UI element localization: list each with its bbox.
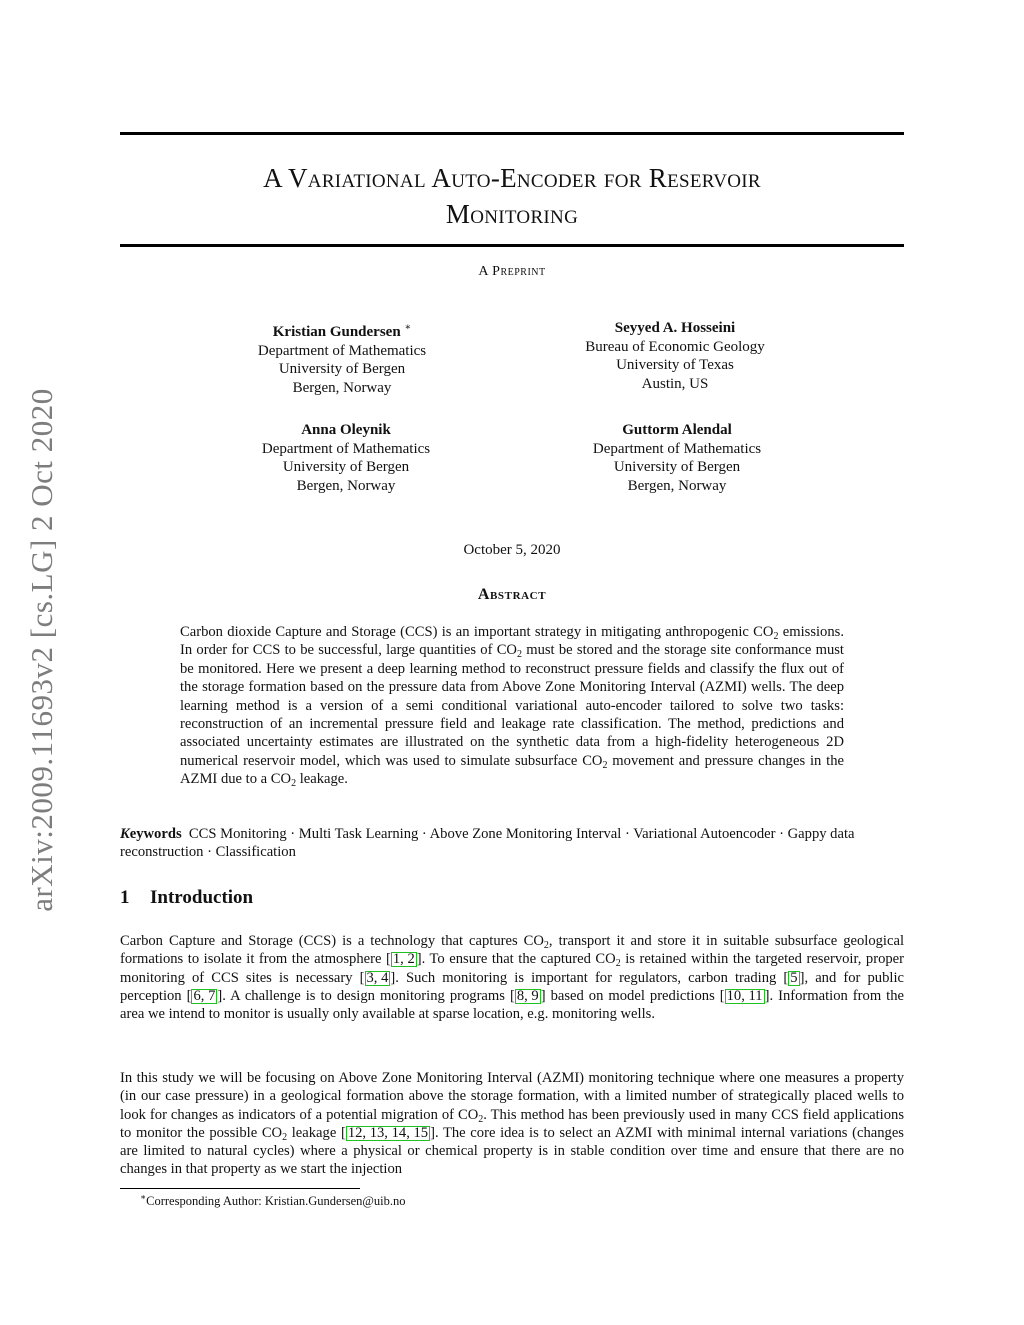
- section-number: 1: [120, 887, 130, 908]
- abstract-heading: Abstract: [477, 586, 547, 603]
- title-top-rule: [120, 132, 904, 135]
- abstract-text: Carbon dioxide Capture and Storage (CCS) is an important strategy in mitigating anthropogenic $CO_2$ emissions. In order for CCS to be successful, large quantities of $CO_2$ must be stored and the storage site conformance must be monitored. Here we present a deep learning method to reconstruct pressure fields and classify the flux out of the storage formation based on the pressure data from Above Zone Monitoring Interval (AZMI) wells. The deep learning method is a version of a semi conditional variational auto-encoder tailored to solve two tasks: reconstruction of an incremental pressure field and leakage rate classification. The method, predictions and associated uncertainty estimates are illustrated on the synthetic data from a high-fidelity heterogeneous 2D numerical reservoir model, which was used to simulate subsurface $CO_2$ movement and pressure changes in the AZMI due to a $CO_2$ leakage.: [180, 624, 844, 790]
- keywords-label: Keywords: [120, 826, 182, 842]
- author-dept: Department of Mathematics: [592, 440, 762, 457]
- author-loc: Bergen, Norway: [627, 477, 727, 494]
- keywords: [120, 825, 904, 862]
- author-inst: University of Texas: [616, 357, 734, 373]
- author-block-4: [527, 421, 827, 495]
- title-line-1: A Variational Auto-Encoder for Reservoir: [263, 163, 761, 193]
- author-loc: Austin, US: [641, 375, 709, 392]
- author-loc: Bergen, Norway: [292, 379, 392, 396]
- citation-link[interactable]: 6, 7: [193, 987, 216, 1004]
- author-block-1: [192, 319, 492, 397]
- citation-link[interactable]: 3, 4: [366, 969, 389, 986]
- keywords-text: CCS Monitoring · Multi Task Learning · Above Zone Monitoring Interval · Variational Autoencoder · Gappy data reconstruction · Classification: [120, 826, 855, 861]
- author-dept: Department of Mathematics: [257, 342, 427, 359]
- intro-paragraph-2: In this study we will be focusing on Above Zone Monitoring Interval (AZMI) monitoring technique where one measures a property (in our case pressure) in a geological formation above the storage formation, with a limited number of strategically placed wells to look for changes as indicators of a potential migration of $CO_2$. This method has been previously used in many CCS field applications to monitor the possible $CO_2$ leakage [ 12, 13, 14, 15 ]. The core idea is to select an AZMI with minimal internal variations (changes are limited to natural cycles) where a physical or chemical property is in stable condition over time and ensure that there are no changes in that property as we start the injection: [120, 1070, 905, 1178]
- author-dept: Department of Mathematics: [261, 440, 431, 457]
- author-loc: Bergen, Norway: [296, 477, 396, 494]
- citation-link[interactable]: 5: [790, 969, 798, 986]
- arxiv-stamp: [22, 360, 62, 940]
- author-dept: Bureau of Economic Geology: [585, 338, 765, 355]
- footnote-text: Corresponding Author: Kristian.Gundersen@uib.no: [146, 1194, 406, 1209]
- citation-link[interactable]: 1, 2: [392, 951, 415, 968]
- author-name: Guttorm Alendal: [622, 422, 732, 438]
- author-name: Kristian Gundersen ∗: [272, 322, 412, 340]
- title-line-2: Monitoring: [445, 199, 579, 229]
- author-block-3: [196, 421, 496, 495]
- author-block-2: [525, 319, 825, 393]
- preprint-label: A Preprint: [478, 264, 546, 279]
- footnote: [140, 1192, 406, 1209]
- section-title: Introduction: [150, 887, 254, 908]
- arxiv-id: arXiv:2009.11693v2 [cs.LG] 2 Oct 2020: [24, 388, 60, 912]
- citation-link[interactable]: 12, 13, 14, 15: [347, 1124, 429, 1141]
- author-inst: University of Bergen: [282, 459, 410, 475]
- paper-title: [120, 160, 904, 232]
- author-inst: University of Bergen: [613, 459, 741, 475]
- author-name: Seyyed A. Hosseini: [614, 320, 736, 336]
- author-inst: University of Bergen: [278, 361, 406, 377]
- intro-paragraph-1: Carbon Capture and Storage (CCS) is a technology that captures $CO_2$, transport it and store it in suitable subsurface geological formations to isolate it from the atmosphere [ 1, 2 ]. To ensure that the captured $CO_2$ is retained within the targeted reservoir, proper monitoring of CCS sites is necessary [ 3, 4 ]. Such monitoring is important for regulators, carbon trading [ 5 ], and for public perception [ 6, 7 ]. A challenge is to design monitoring programs [ 8, 9 ] based on model predictions [ 10, 11 ]. Information from the area we intend to monitor is usually only available at sparse location, e.g. monitoring wells.: [120, 933, 905, 1023]
- footnote-mark: ∗: [140, 1192, 147, 1202]
- footnote-rule: [120, 1188, 360, 1189]
- footnote-mark: ∗: [404, 322, 412, 333]
- citation-link[interactable]: 8, 9: [516, 987, 539, 1004]
- citation-link[interactable]: 10, 11: [726, 987, 763, 1004]
- title-bottom-rule: [120, 244, 904, 247]
- author-name: Anna Oleynik: [301, 422, 391, 438]
- paper-date: October 5, 2020: [463, 542, 561, 558]
- section-heading-introduction: [120, 887, 904, 909]
